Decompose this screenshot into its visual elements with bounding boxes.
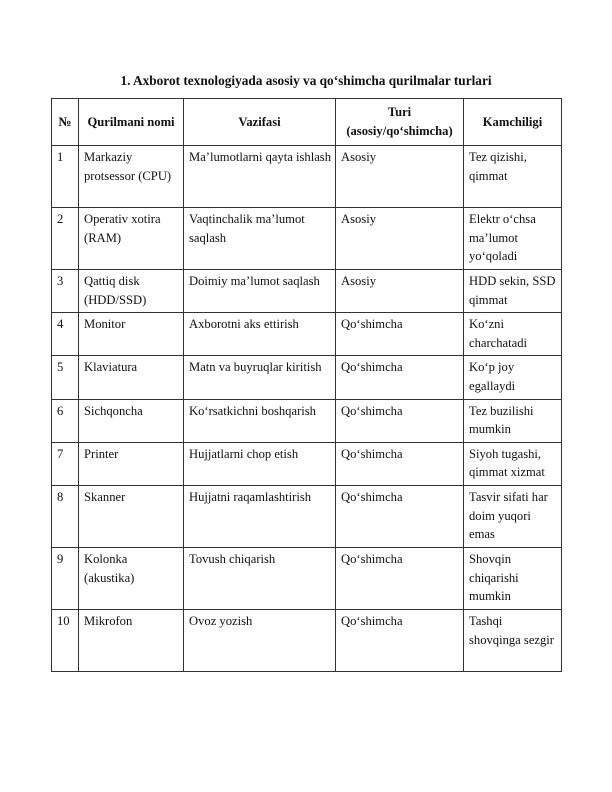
table-row <box>52 313 562 356</box>
device-type: Asosiy <box>336 208 464 270</box>
device-function: Tovush chiqarish <box>184 547 336 609</box>
row-number: 7 <box>52 442 79 485</box>
device-function: Vaqtinchalik ma’lumot saqlash <box>184 208 336 270</box>
header-type: Turi (asosiy/qo‘shimcha) <box>336 99 464 146</box>
device-function: Ma’lumotlarni qayta ishlash <box>184 146 336 208</box>
device-type: Qo‘shimcha <box>336 609 464 671</box>
device-drawback: Shovqin chiqarishi mumkin <box>464 547 562 609</box>
device-type: Qo‘shimcha <box>336 356 464 399</box>
device-drawback: Ko‘zni charchatadi <box>464 313 562 356</box>
device-drawback: HDD sekin, SSD qimmat <box>464 270 562 313</box>
device-function: Ko‘rsatkichni boshqarish <box>184 399 336 442</box>
device-name: Printer <box>79 442 184 485</box>
device-name: Qattiq disk (HDD/SSD) <box>79 270 184 313</box>
row-number: 8 <box>52 485 79 547</box>
device-type: Qo‘shimcha <box>336 485 464 547</box>
device-name: Monitor <box>79 313 184 356</box>
device-type: Qo‘shimcha <box>336 547 464 609</box>
device-type: Qo‘shimcha <box>336 442 464 485</box>
device-name: Markaziy protsessor (CPU) <box>79 146 184 208</box>
device-type: Asosiy <box>336 270 464 313</box>
device-drawback: Tez qizishi, qimmat <box>464 146 562 208</box>
device-function: Axborotni aks ettirish <box>184 313 336 356</box>
header-number: № <box>52 99 79 146</box>
device-drawback: Tez buzilishi mumkin <box>464 399 562 442</box>
device-function: Ovoz yozish <box>184 609 336 671</box>
device-type: Qo‘shimcha <box>336 313 464 356</box>
table-row <box>52 485 562 547</box>
device-drawback: Siyoh tugashi, qimmat xizmat <box>464 442 562 485</box>
table-row <box>52 270 562 313</box>
row-number: 6 <box>52 399 79 442</box>
device-function: Doimiy ma’lumot saqlash <box>184 270 336 313</box>
device-name: Skanner <box>79 485 184 547</box>
row-number: 4 <box>52 313 79 356</box>
header-device-name: Qurilmani nomi <box>79 99 184 146</box>
table-row <box>52 442 562 485</box>
device-type: Asosiy <box>336 146 464 208</box>
table-row <box>52 609 562 671</box>
device-type: Qo‘shimcha <box>336 399 464 442</box>
device-drawback: Elektr o‘chsa ma’lumot yo‘qoladi <box>464 208 562 270</box>
row-number: 3 <box>52 270 79 313</box>
row-number: 2 <box>52 208 79 270</box>
row-number: 10 <box>52 609 79 671</box>
device-function: Matn va buyruqlar kiritish <box>184 356 336 399</box>
device-drawback: Ko‘p joy egallaydi <box>464 356 562 399</box>
page-title: 1. Axborot texnologiyada asosiy va qo‘shimcha qurilmalar turlari <box>120 73 492 88</box>
table-row <box>52 208 562 270</box>
row-number: 9 <box>52 547 79 609</box>
table-header-row <box>52 99 562 146</box>
devices-table <box>51 98 562 672</box>
device-name: Klaviatura <box>79 356 184 399</box>
device-name: Mikrofon <box>79 609 184 671</box>
device-drawback: Tashqi shovqinga sezgir <box>464 609 562 671</box>
device-function: Hujjatlarni chop etish <box>184 442 336 485</box>
row-number: 5 <box>52 356 79 399</box>
device-drawback: Tasvir sifati har doim yuqori emas <box>464 485 562 547</box>
device-name: Sichqoncha <box>79 399 184 442</box>
table-row <box>52 547 562 609</box>
table-row <box>52 399 562 442</box>
header-drawback: Kamchiligi <box>464 99 562 146</box>
table-row <box>52 146 562 208</box>
device-name: Kolonka (akustika) <box>79 547 184 609</box>
device-function: Hujjatni raqamlashtirish <box>184 485 336 547</box>
row-number: 1 <box>52 146 79 208</box>
table-row <box>52 356 562 399</box>
header-function: Vazifasi <box>184 99 336 146</box>
device-name: Operativ xotira (RAM) <box>79 208 184 270</box>
